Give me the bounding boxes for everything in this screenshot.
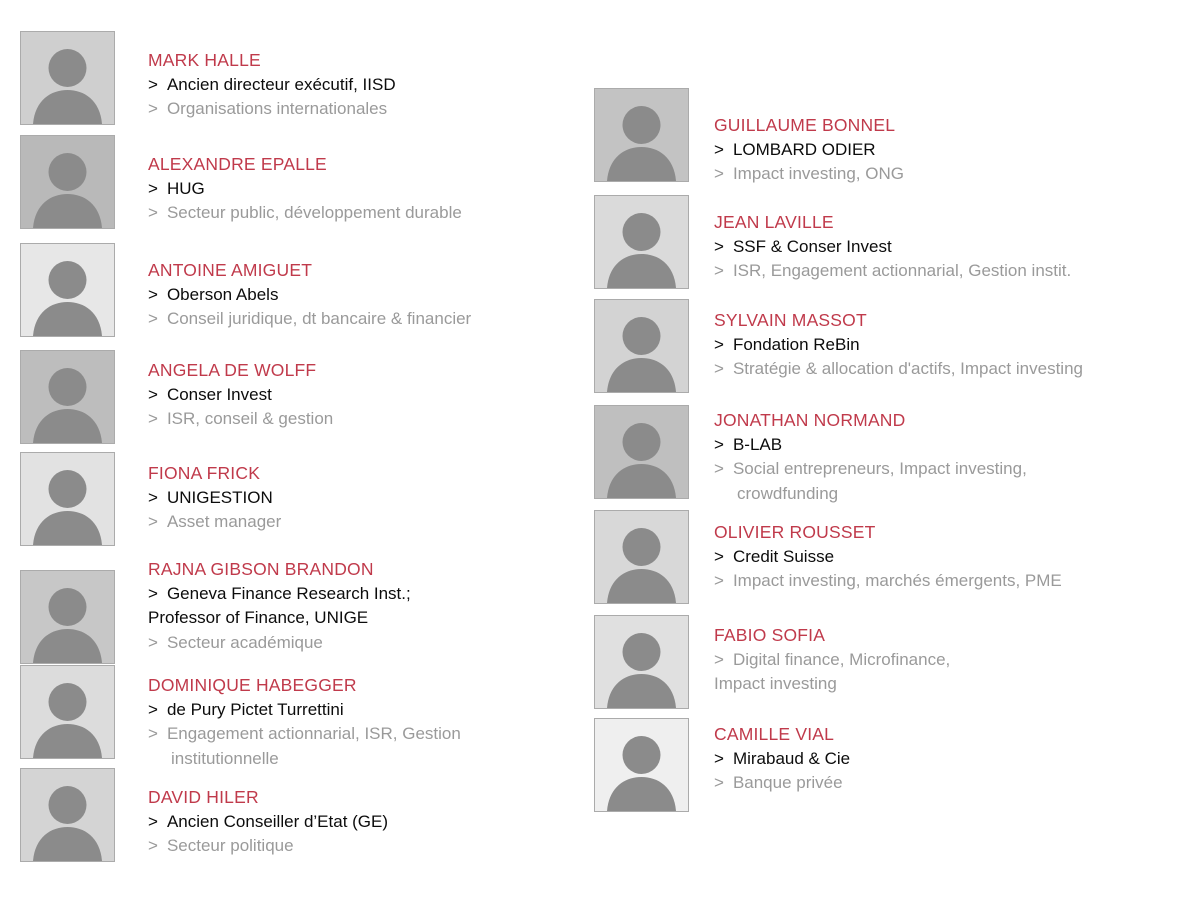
person-info <box>148 152 568 226</box>
sector-line <box>714 771 1184 796</box>
org-text: Ancien Conseiller d’Etat (GE) <box>166 811 389 831</box>
org-line <box>148 177 568 202</box>
sector-text: Conseil juridique, dt bancaire & financier <box>166 309 472 328</box>
org-line <box>148 73 568 98</box>
person-name: SYLVAIN MASSOT <box>714 310 867 330</box>
chevron-prefix: > <box>714 459 724 478</box>
chevron-prefix: > <box>148 99 158 118</box>
portrait-photo <box>20 350 115 444</box>
person-entry <box>594 195 1184 289</box>
sector-text: Engagement actionnarial, ISR, Gestion <box>166 724 461 743</box>
sector-line <box>714 569 1184 594</box>
sector-text: ISR, Engagement actionnarial, Gestion instit. <box>732 261 1072 280</box>
person-silhouette-icon <box>595 300 688 392</box>
sector-line <box>714 648 1184 673</box>
person-entry <box>20 350 568 444</box>
chevron-prefix: > <box>148 836 158 855</box>
chevron-prefix: > <box>714 773 724 792</box>
chevron-prefix: > <box>148 203 158 222</box>
chevron-prefix: > <box>148 699 158 719</box>
portrait-photo <box>20 768 115 862</box>
person-name: FIONA FRICK <box>148 463 261 483</box>
person-name: ANTOINE AMIGUET <box>148 260 313 280</box>
org-line <box>714 235 1184 260</box>
org-text: UNIGESTION <box>166 487 273 507</box>
person-info <box>148 461 568 535</box>
org-text: Geneva Finance Research Inst.; <box>166 583 411 603</box>
org-text: Professor of Finance, UNIGE <box>148 608 369 627</box>
org-line <box>148 486 568 511</box>
sector-line <box>148 97 568 122</box>
sector-line <box>148 307 568 332</box>
person-name: MARK HALLE <box>148 50 261 70</box>
sector-text: Impact investing, ONG <box>732 164 904 183</box>
person-info <box>148 557 568 655</box>
chevron-prefix: > <box>714 334 724 354</box>
chevron-prefix: > <box>148 284 158 304</box>
chevron-prefix: > <box>714 434 724 454</box>
person-entry <box>594 510 1184 604</box>
sector-line <box>148 407 568 432</box>
person-info <box>714 520 1184 594</box>
org-line <box>714 138 1184 163</box>
person-entry <box>594 405 1184 506</box>
org-line <box>148 810 568 835</box>
sector-line <box>148 834 568 859</box>
org-line <box>714 747 1184 772</box>
person-entry <box>594 88 1184 187</box>
sector-line <box>148 201 568 226</box>
org-line <box>714 433 1184 458</box>
portrait-photo <box>20 31 115 125</box>
sector-line <box>148 722 568 747</box>
sector-text: Secteur politique <box>166 836 294 855</box>
person-silhouette-icon <box>21 32 114 124</box>
person-silhouette-icon <box>21 571 114 663</box>
portrait-photo <box>20 665 115 759</box>
chevron-prefix: > <box>714 748 724 768</box>
chevron-prefix: > <box>714 571 724 590</box>
chevron-prefix: > <box>714 359 724 378</box>
sector-line <box>148 510 568 535</box>
sector-line <box>714 672 1184 697</box>
portrait-photo <box>20 452 115 546</box>
org-line <box>714 333 1184 358</box>
person-entry <box>594 615 1184 709</box>
sector-text: Stratégie & allocation d'actifs, Impact investing <box>732 359 1083 378</box>
sector-line <box>148 631 568 656</box>
chevron-prefix: > <box>714 261 724 280</box>
org-text: Oberson Abels <box>166 284 279 304</box>
person-info <box>148 48 568 122</box>
org-line <box>148 283 568 308</box>
sector-line <box>714 357 1184 382</box>
chevron-prefix: > <box>714 139 724 159</box>
person-silhouette-icon <box>595 196 688 288</box>
portrait-photo <box>594 615 689 709</box>
portrait-photo <box>594 195 689 289</box>
person-silhouette-icon <box>595 89 688 181</box>
org-text: SSF & Conser Invest <box>732 236 892 256</box>
person-info <box>148 673 568 771</box>
portrait-photo <box>594 510 689 604</box>
person-info <box>148 358 568 432</box>
chevron-prefix: > <box>714 236 724 256</box>
person-info <box>148 785 568 859</box>
person-entry <box>20 768 568 862</box>
person-entry <box>20 452 568 546</box>
person-info <box>714 408 1184 506</box>
portrait-photo <box>20 243 115 337</box>
org-text: de Pury Pictet Turrettini <box>166 699 344 719</box>
chevron-prefix: > <box>148 487 158 507</box>
org-line <box>148 383 568 408</box>
person-name: GUILLAUME BONNEL <box>714 115 896 135</box>
portrait-photo <box>594 718 689 812</box>
sector-text: Digital finance, Microfinance, <box>732 649 951 669</box>
sector-text: Secteur académique <box>166 632 323 652</box>
sector-line <box>714 259 1184 284</box>
org-text: Fondation ReBin <box>732 334 860 354</box>
org-line <box>714 545 1184 570</box>
chevron-prefix: > <box>148 409 158 428</box>
person-silhouette-icon <box>21 244 114 336</box>
org-text: B-LAB <box>732 434 783 454</box>
sector-line <box>714 457 1184 482</box>
sector-text: crowdfunding <box>737 483 839 503</box>
person-silhouette-icon <box>21 666 114 758</box>
sector-text: institutionnelle <box>171 748 279 768</box>
org-line <box>148 698 568 723</box>
person-name: FABIO SOFIA <box>714 625 826 645</box>
org-text: LOMBARD ODIER <box>732 139 876 159</box>
org-text: Conser Invest <box>166 384 272 404</box>
org-text: Credit Suisse <box>732 546 835 566</box>
chevron-prefix: > <box>148 724 158 743</box>
portrait-photo <box>20 570 115 664</box>
person-silhouette-icon <box>21 136 114 228</box>
chevron-prefix: > <box>714 164 724 183</box>
portrait-photo <box>594 299 689 393</box>
person-info <box>148 258 568 332</box>
chevron-prefix: > <box>148 74 158 94</box>
person-name: DAVID HILER <box>148 787 259 807</box>
chevron-prefix: > <box>148 512 158 531</box>
sector-text: Impact investing, marchés émergents, PME <box>732 571 1062 590</box>
person-silhouette-icon <box>595 719 688 811</box>
person-info <box>714 113 1184 187</box>
person-name: JONATHAN NORMAND <box>714 410 906 430</box>
person-name: OLIVIER ROUSSET <box>714 522 876 542</box>
person-entry <box>594 718 1184 812</box>
chevron-prefix: > <box>148 811 158 831</box>
person-entry <box>20 559 568 664</box>
portrait-photo <box>20 135 115 229</box>
person-silhouette-icon <box>21 351 114 443</box>
sector-text: Organisations internationales <box>166 99 388 118</box>
org-line <box>148 606 568 631</box>
person-entry <box>20 135 568 229</box>
sector-text: Impact investing <box>714 674 837 693</box>
chevron-prefix: > <box>714 649 724 669</box>
person-silhouette-icon <box>595 511 688 603</box>
person-name: JEAN LAVILLE <box>714 212 834 232</box>
chevron-prefix: > <box>148 384 158 404</box>
person-silhouette-icon <box>595 406 688 498</box>
portrait-photo <box>594 405 689 499</box>
person-info <box>714 722 1184 796</box>
org-text: Ancien directeur exécutif, IISD <box>166 74 396 94</box>
sector-text: Asset manager <box>166 512 282 531</box>
person-name: DOMINIQUE HABEGGER <box>148 675 357 695</box>
person-name: CAMILLE VIAL <box>714 724 835 744</box>
sector-line <box>714 162 1184 187</box>
sector-text: Social entrepreneurs, Impact investing, <box>732 459 1027 478</box>
person-name: ALEXANDRE EPALLE <box>148 154 327 174</box>
person-entry <box>20 31 568 125</box>
org-text: HUG <box>166 178 205 198</box>
chevron-prefix: > <box>148 632 158 652</box>
chevron-prefix: > <box>714 546 724 566</box>
person-entry <box>594 299 1184 393</box>
sector-text: Banque privée <box>732 773 843 792</box>
chevron-prefix: > <box>148 178 158 198</box>
chevron-prefix: > <box>148 309 158 328</box>
sector-text: ISR, conseil & gestion <box>166 409 334 428</box>
person-entry <box>20 243 568 337</box>
sector-line <box>714 482 1184 507</box>
sector-text: Secteur public, développement durable <box>166 203 462 222</box>
person-name: RAJNA GIBSON BRANDON <box>148 559 374 579</box>
person-name: ANGELA DE WOLFF <box>148 360 317 380</box>
person-info <box>714 623 1184 697</box>
person-silhouette-icon <box>21 453 114 545</box>
chevron-prefix: > <box>148 583 158 603</box>
org-line <box>148 582 568 607</box>
portrait-photo <box>594 88 689 182</box>
person-info <box>714 308 1184 382</box>
person-silhouette-icon <box>21 769 114 861</box>
person-info <box>714 210 1184 284</box>
person-entry <box>20 665 568 771</box>
org-text: Mirabaud & Cie <box>732 748 851 768</box>
person-silhouette-icon <box>595 616 688 708</box>
